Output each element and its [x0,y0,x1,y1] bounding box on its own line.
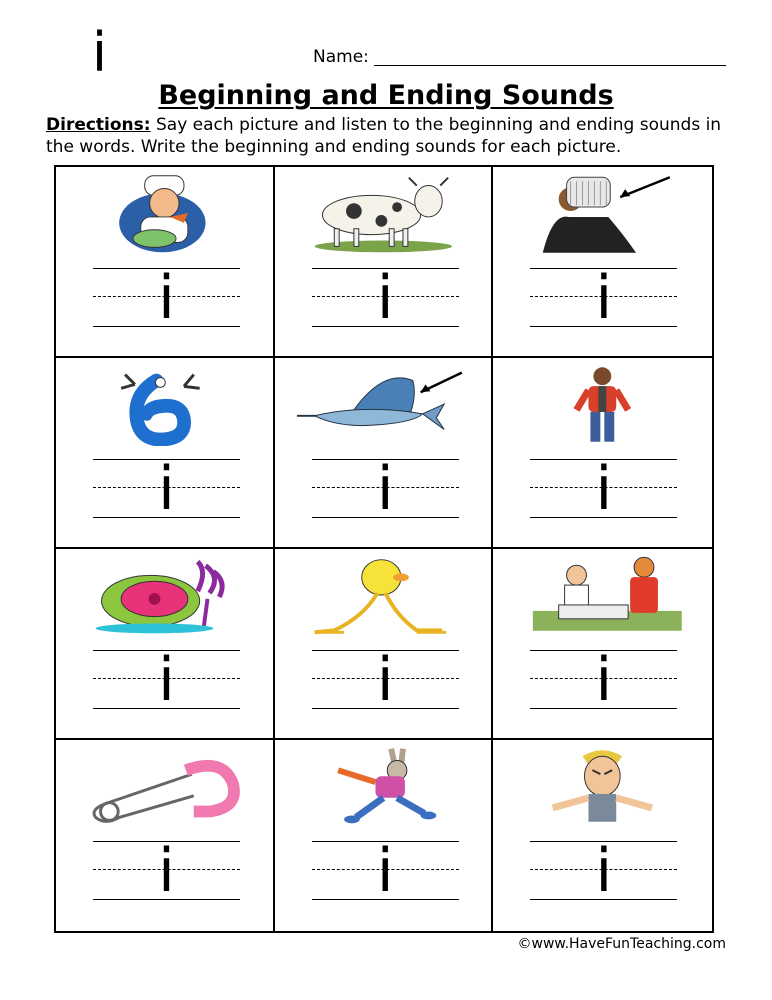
guide-letter: i [595,263,613,333]
directions [46,114,736,158]
letter-writing-lines[interactable] [312,263,459,333]
letter-writing-lines[interactable] [530,645,677,715]
letter-writing-lines[interactable] [312,836,459,906]
letter-writing-lines[interactable] [93,263,240,333]
picture-cell [493,167,712,358]
letter-writing-lines[interactable] [530,836,677,906]
guide-letter: i [376,263,394,333]
guide-letter: i [376,454,394,524]
picture-cell [56,549,275,740]
angry-man-icon [513,746,692,828]
guide-letter: i [158,454,175,524]
guide-letter: i [158,263,175,333]
footer-copyright[interactable]: ©www.HaveFunTeaching.com [517,936,726,952]
directions-label: Directions: [46,115,151,135]
judge-wig-icon [513,173,692,255]
safety-pin-icon [76,746,253,828]
guide-letter: i [595,645,613,715]
chef-icon [76,173,253,255]
guide-letter: i [376,836,394,906]
letter-writing-lines[interactable] [530,263,677,333]
picture-cell [56,358,275,549]
worksheet-letter: i [92,21,108,84]
guide-letter: i [595,454,613,524]
picture-cell [493,358,712,549]
picture-cell [493,549,712,740]
picture-cell [275,740,494,931]
picture-cell [56,740,275,931]
running-rabbit-icon [295,746,472,828]
picture-cell [275,167,494,358]
guide-letter: i [158,645,175,715]
letter-writing-lines[interactable] [530,454,677,524]
picture-cell [275,549,494,740]
picture-grid [54,165,714,933]
fig-fruit-icon [76,555,253,637]
letter-writing-lines[interactable] [93,645,240,715]
office-workers-icon [513,555,692,637]
guide-letter: i [158,836,175,906]
guide-letter: i [376,645,394,715]
chick-legs-icon [295,555,472,637]
cow-icon [295,173,472,255]
directions-text: Say each picture and listen to the beginning and ending sounds in the words. Write the beginning and ending sounds for each picture. [46,115,722,157]
number-six-icon [76,364,253,446]
letter-writing-lines[interactable] [312,645,459,715]
letter-writing-lines[interactable] [312,454,459,524]
page-title: Beginning and Ending Sounds [158,80,614,111]
sailfish-fin-icon [295,364,472,446]
guide-letter: i [595,836,613,906]
boy-icon [513,364,692,446]
picture-cell [275,358,494,549]
picture-cell [56,167,275,358]
picture-cell [493,740,712,931]
name-write-line[interactable] [374,65,726,66]
letter-writing-lines[interactable] [93,836,240,906]
letter-writing-lines[interactable] [93,454,240,524]
name-label: Name: [313,47,369,67]
